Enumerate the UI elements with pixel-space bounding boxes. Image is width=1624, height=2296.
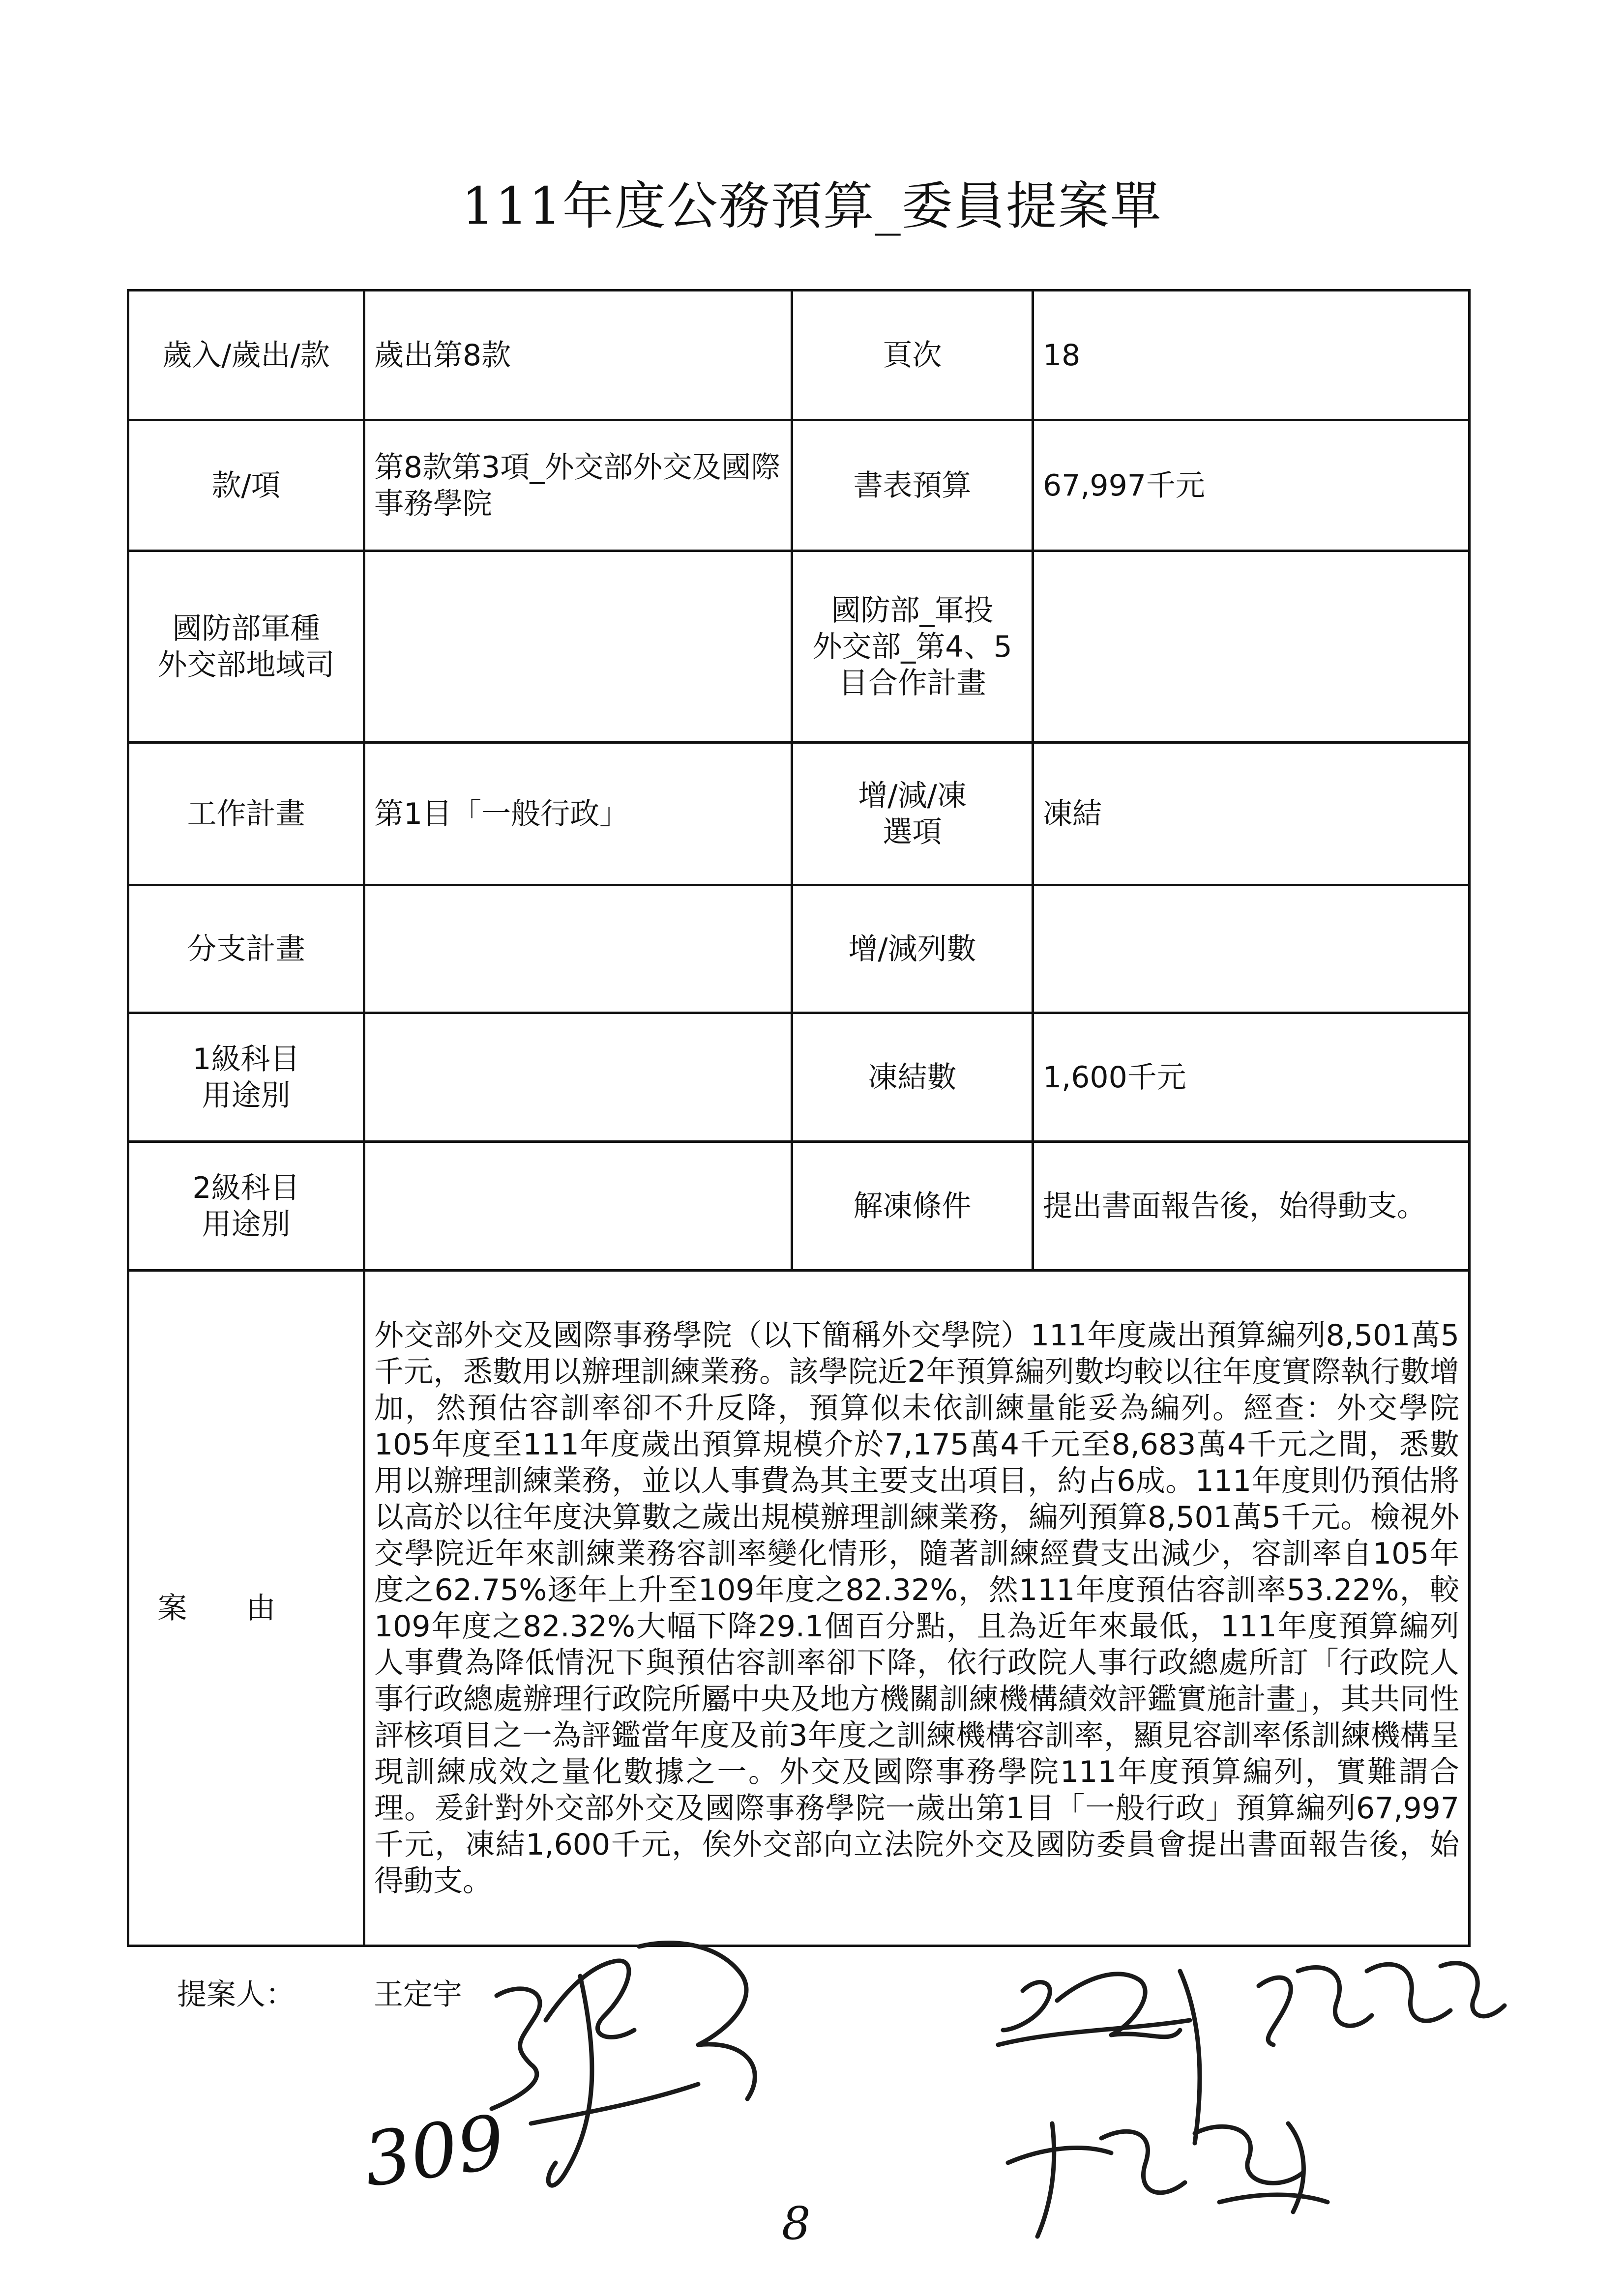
- proposer-label: 提案人：: [177, 1977, 295, 2012]
- value-level2: [364, 1142, 792, 1271]
- signature-stroke: [492, 1989, 540, 2109]
- label-budget: 書表預算: [792, 420, 1033, 551]
- label-branch-plan: 分支計畫: [128, 885, 364, 1013]
- value-department: [364, 551, 792, 743]
- signature-stroke: [531, 2084, 698, 2123]
- signature-stroke: [1259, 1977, 1291, 2045]
- value-page: 18: [1033, 291, 1470, 420]
- signature-stroke: [1180, 1971, 1200, 2143]
- proposer-name: 王定宇: [374, 1977, 462, 2012]
- form-row-level2: [128, 1142, 1470, 1271]
- form-row-work-plan: [128, 743, 1470, 885]
- value-option: 凍結: [1033, 743, 1470, 885]
- label-option: 增/減/凍 選項: [792, 743, 1033, 885]
- label-adjust-amount: 增/減列數: [792, 885, 1033, 1013]
- label-department: 國防部軍種 外交部地域司: [128, 551, 364, 743]
- form-row-reason: [128, 1271, 1470, 1946]
- label-level1: 1級科目 用途別: [128, 1013, 364, 1142]
- value-section: 第8款第3項_外交部外交及國際事務學院: [364, 420, 792, 551]
- value-category: 歲出第8款: [364, 291, 792, 420]
- value-budget: 67,997千元: [1033, 420, 1470, 551]
- label-freeze-amount: 凍結數: [792, 1013, 1033, 1142]
- label-cooperation-plan: 國防部_軍投 外交部_第4、5 目合作計畫: [792, 551, 1033, 743]
- reason-text: 外交部外交及國際事務學院（以下簡稱外交學院）111年度歲出預算編列8,501萬5千元，悉數用以辦理訓練業務。該學院近2年預算編列數均較以往年度實際執行數增加，然預估容訓率卻不升反降，預算似未依訓練量能妥為編列。經查：外交學院105年度至111年度歲出預算規模介於7,175萬4千元至8,683萬4千元之間，悉數用以辦理訓練業務，並以人事費為其主要支出項目，約占6成。111年度則仍預估將以高於以往年度決算數之歲出規模辦理訓練業務，編列預算8,501萬5千元。檢視外交學院近年來訓練業務容訓率變化情形，隨著訓練經費支出減少，容訓率自105年度之62.75%逐年上升至109年度之82.32%，然111年度預估容訓率53.22%，較109年度之82.32%大幅下降29.1個百分點，且為近年來最低，111年度預算編列人事費為降低情況下與預估容訓率卻下降，依行政院人事行政總處所訂「行政院人事行政總處辦理行政院所屬中央及地方機關訓練機構績效評鑑實施計畫」，其共同性評核項目之一為評鑑當年度及前3年度之訓練機構容訓率，顯見容訓率係訓練機構呈現訓練成效之量化數據之一。外交及國際事務學院111年度預算編列，實難謂合理。爰針對外交部外交及國際事務學院一歲出第1目「一般行政」預算編列67,997千元，凍結1,600千元，俟外交部向立法院外交及國防委員會提出書面報告後，始得動支。: [364, 1271, 1470, 1946]
- value-branch-plan: [364, 885, 792, 1013]
- page-title: 111年度公務預算_委員提案單: [462, 176, 1162, 236]
- form-row-level1: [128, 1013, 1470, 1142]
- value-level1: [364, 1013, 792, 1142]
- signature-stroke: [1008, 2148, 1111, 2163]
- signature-stroke: [1195, 2126, 1303, 2183]
- signature-stroke: [1288, 2123, 1303, 2212]
- signature-stroke: [639, 1943, 755, 2099]
- label-page: 頁次: [792, 291, 1033, 420]
- handwritten-number: 309: [358, 2099, 510, 2204]
- signature-stroke: [1219, 2195, 1328, 2202]
- label-section: 款/項: [128, 420, 364, 551]
- value-adjust-amount: [1033, 885, 1470, 1013]
- label-reason: 案由: [128, 1271, 364, 1946]
- value-work-plan: 第1目「一般行政」: [364, 743, 792, 885]
- form-row-section: [128, 420, 1470, 551]
- value-cooperation-plan: [1033, 551, 1470, 743]
- handwritten-signatures: [0, 1917, 1624, 2291]
- label-work-plan: 工作計畫: [128, 743, 364, 885]
- value-unfreeze-condition: 提出書面報告後，始得動支。: [1033, 1142, 1470, 1271]
- form-row-branch-plan: [128, 885, 1470, 1013]
- signature-stroke: [1003, 1982, 1050, 2030]
- label-category: 歲入/歲出/款: [128, 291, 364, 420]
- form-row-category: [128, 291, 1470, 420]
- form-row-department: [128, 551, 1470, 743]
- label-unfreeze-condition: 解凍條件: [792, 1142, 1033, 1271]
- proposal-form-table: [127, 289, 1471, 1947]
- signature-stroke: [1101, 2131, 1185, 2193]
- signature-stroke: [1037, 2123, 1054, 2237]
- page-number: 8: [782, 2197, 811, 2250]
- value-freeze-amount: 1,600千元: [1033, 1013, 1470, 1142]
- label-level2: 2級科目 用途別: [128, 1142, 364, 1271]
- signature-stroke: [1298, 1968, 1372, 2026]
- signature-stroke: [1367, 1964, 1450, 2021]
